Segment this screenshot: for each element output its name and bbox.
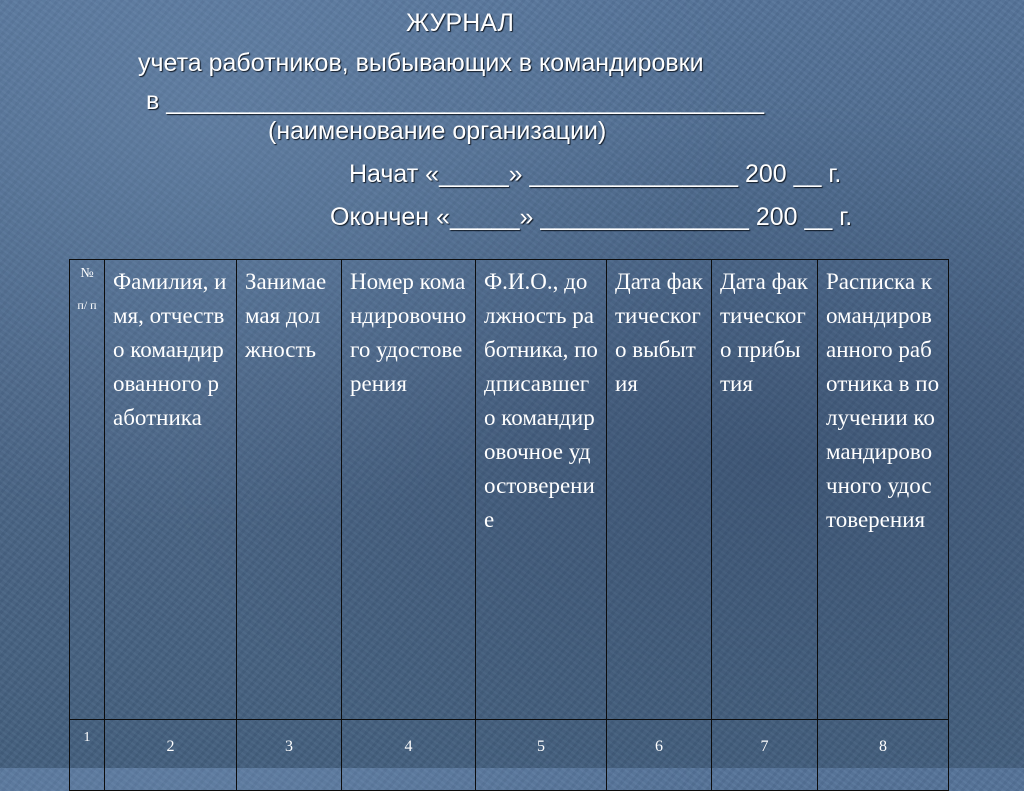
organization-caption: (наименование организации) xyxy=(268,117,607,145)
column-number-cell: 3 xyxy=(237,720,342,791)
table-header-row xyxy=(70,260,949,720)
column-header-issuer: Ф.И.О., должность работника, подписавшего командировочное удостоверение xyxy=(476,260,607,720)
column-header-certificate-number: Номер командировочного удостоверения xyxy=(342,260,476,720)
ended-date-line: Окончен «_____» _______________ 200 __ г. xyxy=(330,203,853,231)
column-header-full-name: Фамилия, имя, отчество командированного работника xyxy=(105,260,237,720)
column-number-cell: 1 xyxy=(70,720,105,791)
column-number-cell: 6 xyxy=(607,720,712,791)
column-header-position: Занимаемая должность xyxy=(237,260,342,720)
column-header-departure-date: Дата фактического выбытия xyxy=(607,260,712,720)
table-number-row xyxy=(70,720,949,791)
journal-table xyxy=(69,259,949,791)
journal-title: ЖУРНАЛ xyxy=(406,9,514,37)
column-header-arrival-date: Дата фактического прибытия xyxy=(712,260,818,720)
column-number-cell: 8 xyxy=(818,720,949,791)
column-number-cell: 5 xyxy=(476,720,607,791)
organization-line: в ___________________________________________ xyxy=(146,87,765,115)
column-number-cell: 7 xyxy=(712,720,818,791)
journal-subtitle: учета работников, выбывающих в командировки xyxy=(138,49,704,77)
number-subtitle: п/ п xyxy=(77,298,97,312)
column-header-receipt: Расписка командированного работника в получении командировочного удостоверения xyxy=(818,260,949,720)
column-number-cell: 4 xyxy=(342,720,476,791)
column-number-cell: 2 xyxy=(105,720,237,791)
number-sign: № xyxy=(80,266,94,281)
column-header-number xyxy=(70,260,105,720)
started-date-line: Начат «_____» _______________ 200 __ г. xyxy=(349,160,842,188)
